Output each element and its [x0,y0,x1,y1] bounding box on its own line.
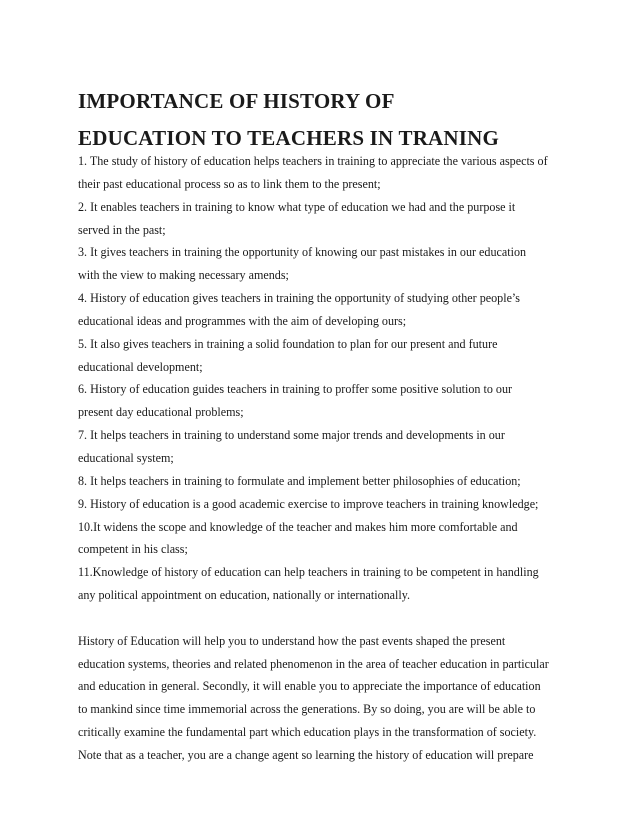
list-line: present day educational problems; [78,405,244,420]
list-line: any political appointment on education, nationally or internationally. [78,588,411,603]
list-line: 9. History of education is a good academic exercise to improve teachers in training knowledge; [78,496,539,511]
list-line: with the view to making necessary amends; [78,268,289,283]
list-line: 7. It helps teachers in training to understand some major trends and developments in our [78,428,505,443]
list-line: competent in his class; [78,542,188,557]
list-line: their past educational process so as to link them to the present; [78,176,381,191]
numbered-list [78,150,618,607]
list-line: educational development; [78,359,203,374]
paragraph-line: History of Education will help you to understand how the past events shaped the present [78,633,506,648]
paragraph-line: education systems, theories and related phenomenon in the area of teacher education in particular [78,656,549,671]
body-paragraph [78,630,618,767]
document-body [78,150,618,767]
list-line: 6. History of education guides teachers in training to proffer some positive solution to our [78,382,513,397]
paragraph-line: Note that as a teacher, you are a change agent so learning the history of education will prepare [78,747,534,762]
document-title-line-1: IMPORTANCE OF HISTORY OF [78,89,395,113]
list-line: served in the past; [78,222,166,237]
list-line: 3. It gives teachers in training the opportunity of knowing our past mistakes in our education [78,245,527,260]
list-line: 2. It enables teachers in training to know what type of education we had and the purpose it [78,199,516,214]
list-line: 5. It also gives teachers in training a solid foundation to plan for our present and future [78,336,498,351]
list-line: educational system; [78,450,174,465]
paragraph-line: and education in general. Secondly, it will enable you to appreciate the importance of education [78,679,541,694]
list-line: educational ideas and programmes with the aim of developing ours; [78,313,407,328]
document-title-line-2: EDUCATION TO TEACHERS IN TRANING [78,126,500,150]
paragraph-line: critically examine the fundamental part which education plays in the transformation of society. [78,725,537,740]
list-line: 11.Knowledge of history of education can help teachers in training to be competent in handling [78,565,539,580]
list-line: 8. It helps teachers in training to formulate and implement better philosophies of education; [78,473,521,488]
list-line: 1. The study of history of education helps teachers in training to appreciate the various aspects of [78,154,548,168]
paragraph-spacer [78,607,618,630]
paragraph-line: to mankind since time immemorial across the generations. By so doing, you are will be able to [78,702,536,717]
list-line: 4. History of education gives teachers in training the opportunity of studying other people’s [78,291,521,306]
list-line: 10.It widens the scope and knowledge of the teacher and makes him more comfortable and [78,519,518,534]
